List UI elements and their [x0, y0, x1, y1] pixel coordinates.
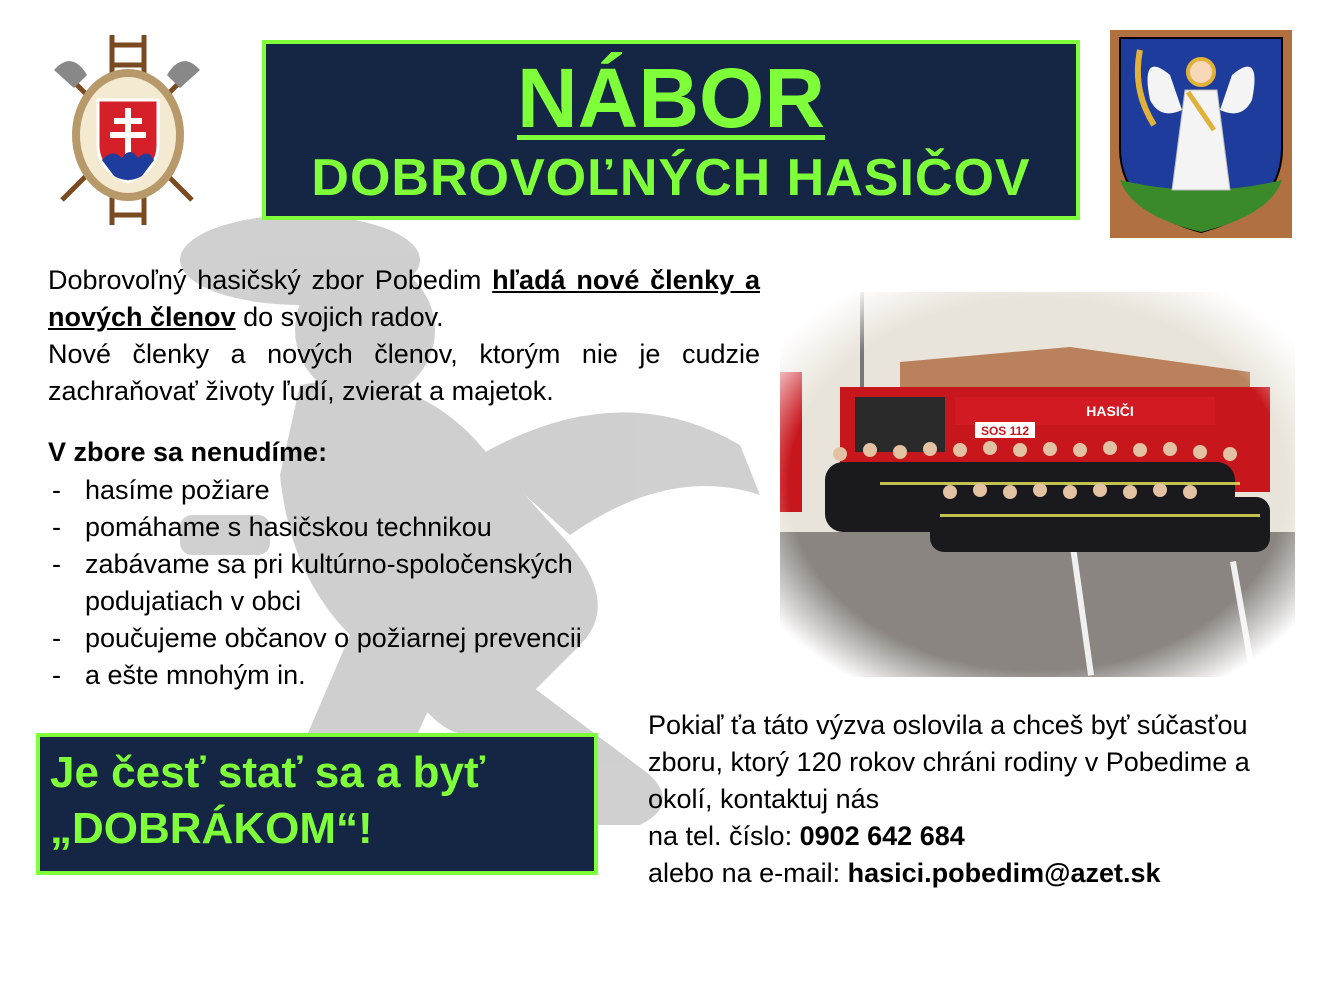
list-item: - a ešte mnohým in. — [48, 657, 708, 694]
contact-email-line — [648, 855, 1308, 892]
slogan-line-2: „DOBRÁKOM“! — [50, 804, 373, 853]
list-item: - poučujeme občanov o požiarnej prevencii — [48, 620, 708, 657]
intro-text — [48, 262, 760, 410]
contact-text — [648, 707, 1308, 892]
activities-list — [48, 472, 708, 694]
list-item: - pomáhame s hasičskou technikou — [48, 509, 708, 546]
firefighter-emblem-icon — [52, 30, 202, 230]
intro-text-b: do svojich radov. — [235, 302, 444, 332]
slogan-text — [50, 745, 584, 857]
contact-paragraph: Pokiaľ ťa táto výzva oslovila a chceš byť súčasťou zboru, ktorý 120 rokov chráni rodiny v Pobedime a okolí, kontaktuj nás — [648, 710, 1250, 814]
group-photo — [780, 292, 1295, 677]
pobedim-coat-of-arms-icon — [1110, 30, 1292, 238]
email-label: alebo na e-mail: — [648, 858, 848, 888]
title-banner — [262, 40, 1080, 220]
phone-label: na tel. číslo: — [648, 821, 800, 851]
slogan-line-1: Je česť stať sa a byť — [50, 748, 486, 797]
page-title: NÁBOR — [517, 51, 825, 145]
phone-number: 0902 642 684 — [799, 821, 965, 851]
email-address: hasici.pobedim@azet.sk — [847, 858, 1161, 888]
list-item: - hasíme požiare — [48, 472, 708, 509]
list-item: - zabávame sa pri kultúrno-spoločenských podujatiach v obci — [48, 546, 708, 620]
activities-heading: V zbore sa nenudíme: — [48, 437, 328, 467]
intro-paragraph-2: Nové členky a nových členov, ktorým nie je cudzie zachraňovať životy ľudí, zvierat a majetok. — [48, 339, 760, 406]
slogan-banner — [36, 733, 598, 875]
intro-highlight: hľadá nové členky a nových členov — [48, 265, 760, 332]
intro-text-a: Dobrovoľný hasičský zbor Pobedim — [48, 265, 493, 295]
page-subtitle: DOBROVOĽNÝCH HASIČOV — [311, 149, 1031, 207]
contact-phone-line — [648, 818, 1308, 855]
intro-paragraph-1 — [48, 262, 760, 336]
